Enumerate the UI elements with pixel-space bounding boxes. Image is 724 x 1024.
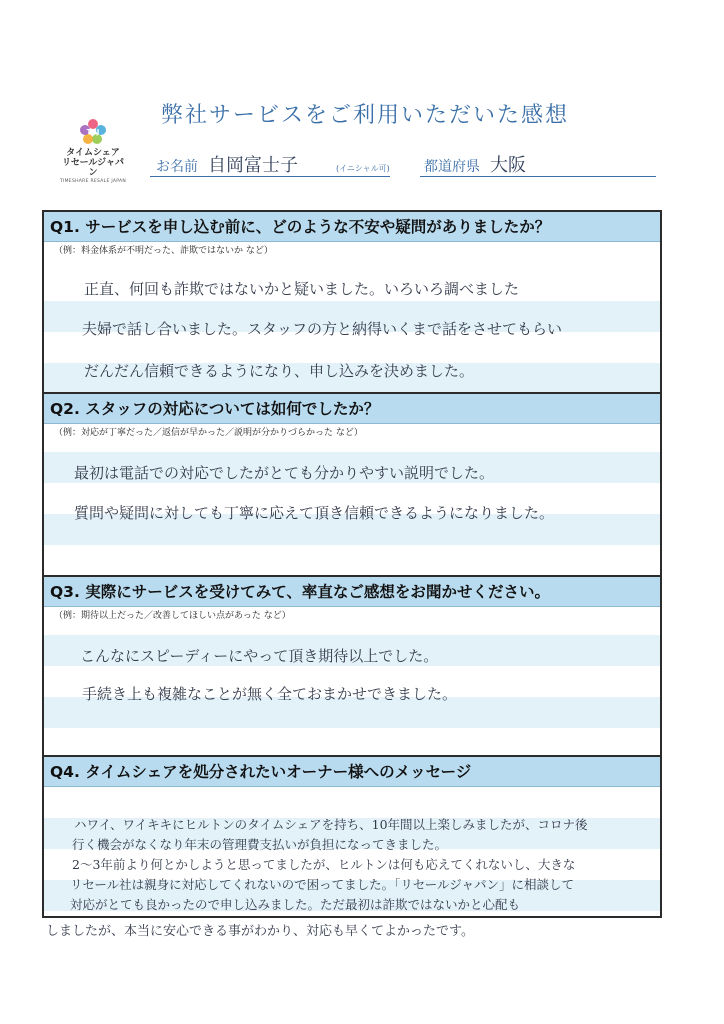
logo-brand-mark: TRJ	[86, 128, 100, 136]
answer-area[interactable]	[44, 625, 660, 755]
answer-area[interactable]	[44, 442, 660, 575]
logo-name-en: TIMESHARE RESALE JAPAN	[59, 179, 127, 184]
name-field-label: お名前	[156, 159, 198, 175]
answer-area[interactable]	[44, 260, 660, 393]
prefecture-field-label: 都道府県	[424, 159, 480, 175]
question-section-1	[44, 212, 660, 393]
name-field-underline	[150, 176, 390, 177]
prefecture-field-underline	[420, 176, 656, 177]
answer-line: 最初は電話での対応でしたがとても分かりやすい説明でした。	[74, 464, 495, 482]
question-example: （例：期待以上だった／改善してほしい点があった など）	[44, 607, 660, 625]
question-section-4	[44, 757, 660, 918]
question-header: Q4. タイムシェアを処分されたいオーナー様へのメッセージ	[44, 757, 660, 787]
logo-name-line1: タイムシェア	[66, 148, 120, 158]
answer-line-overflow: しましたが、本当に安心できる事がわかり、対応も早くてよかったです。	[46, 924, 474, 939]
ruled-row	[44, 728, 660, 755]
answer-area[interactable]	[44, 787, 660, 918]
flower-logo-icon	[76, 116, 110, 148]
answer-line: 正直、何回も詐欺ではないかと疑いました。いろいろ調べました	[84, 280, 520, 298]
answer-line: リセール社は親身に対応してくれないので困ってました。「リセールジャパン」に相談して	[70, 877, 574, 892]
form-title: 弊社サービスをご利用いただいた感想	[160, 103, 569, 128]
answer-line: 夫婦で話し合いました。スタッフの方と納得いくまで話をさせてもらい	[82, 320, 563, 338]
answer-line: 行く機会がなくなり年末の管理費支払いが負担になってきました。	[72, 837, 448, 852]
logo-name-line2: リセールジャパン	[62, 158, 124, 178]
question-header: Q1. サービスを申し込む前に、どのような不安や疑問がありましたか？	[44, 212, 660, 242]
answer-line: だんだん信頼できるようになり、申し込みを決めました。	[84, 362, 475, 380]
question-header: Q3. 実際にサービスを受けてみて、率直なご感想をお聞かせください。	[44, 577, 660, 607]
question-section-3	[44, 577, 660, 755]
question-header: Q2. スタッフの対応については如何でしたか？	[44, 394, 660, 424]
answer-line: 質問や疑問に対しても丁寧に応えて頂き信頼できるようになりました。	[74, 504, 555, 522]
name-field-note: (イニシャル可)	[336, 164, 390, 173]
name-field-value[interactable]: 自岡富士子	[208, 155, 298, 176]
question-section-2	[44, 394, 660, 575]
survey-form	[42, 210, 662, 918]
answer-line: ハワイ、ワイキキにヒルトンのタイムシェアを持ち、10年間以上楽しみましたが、コロナ後	[74, 817, 588, 832]
ruled-row	[44, 787, 660, 818]
answer-line: こんなにスピーディーにやって頂き期待以上でした。	[80, 647, 439, 665]
answer-line: 2～3年前より何とかしようと思ってましたが、ヒルトンは何も応えてくれないし、大きな	[72, 857, 576, 872]
company-logo	[58, 116, 128, 184]
question-example: （例：対応が丁寧だった／返信が早かった／説明が分かりづらかった など）	[44, 424, 660, 442]
prefecture-field-value[interactable]: 大阪	[490, 155, 526, 176]
answer-line: 対応がとても良かったので申し込みました。ただ最初は詐欺ではないかと心配も	[70, 897, 521, 912]
ruled-row	[44, 545, 660, 575]
question-example: （例：料金体系が不明だった、詐欺ではないか など）	[44, 242, 660, 260]
answer-line: 手続き上も複雑なことが無く全ておまかせできました。	[82, 685, 458, 703]
